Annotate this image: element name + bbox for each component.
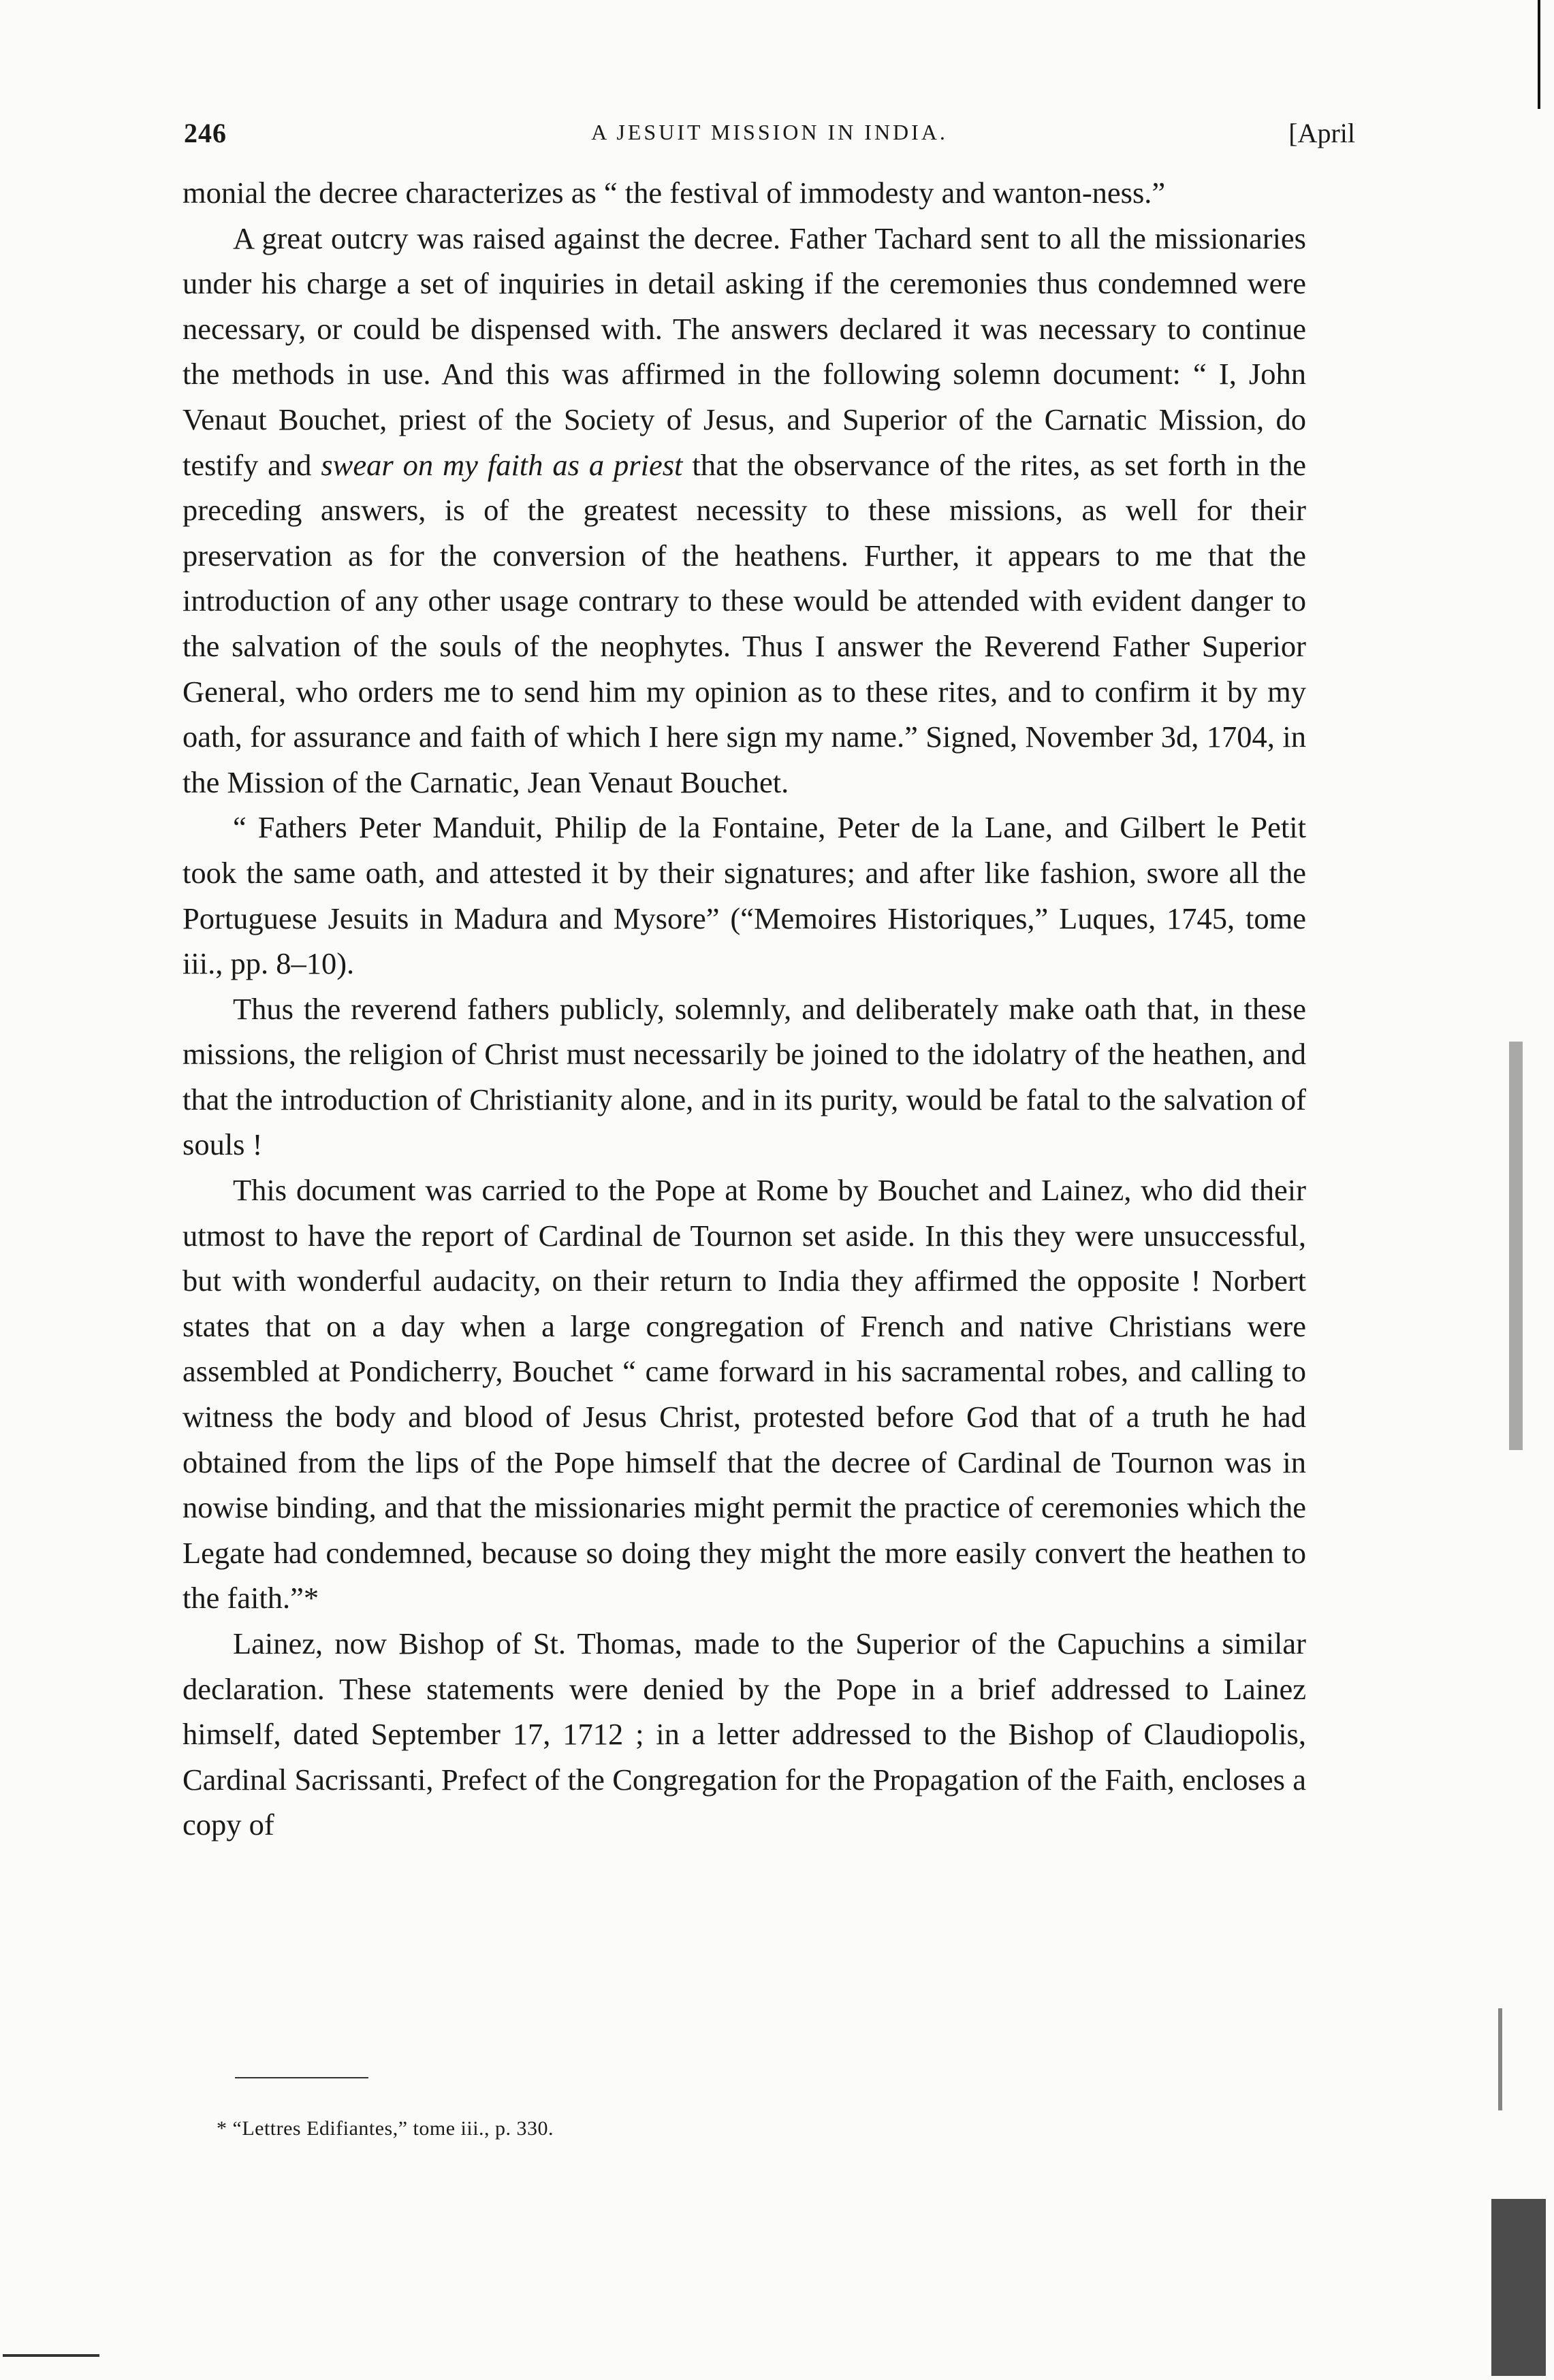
paragraph [183,170,1306,216]
text-run: Thus the reverend fathers publicly, solemnly, and deliberately make oath that, in these missions, the religion of Christ must necessarily be joined to the idolatry of the heathen, and that the introduction of Christianity alone, and in its purity, would be fatal to the salvation of souls ! [183,991,1306,1162]
italic-text: swear on my faith as a priest [321,447,683,482]
text-run: This document was carried to the Pope at Rome by Bouchet and Lainez, who did their utmost to have the report of Cardinal de Tournon set aside. In this they were unsuccessful, but with wonderful audacity, on their return to India they affirmed the opposite ! Norbert states that on a day when a large congregation of French and native Christians were assembled at Pondicherry, Bouchet “ came forward in his sacramental robes, and calling to witness the body and blood of Jesus Christ, protested before God that of a truth he had obtained from the lips of the Pope himself that the decree of Cardinal de Tournon was in nowise binding, and that the missionaries might permit the practice of ceremonies which the Legate had condemned, because so doing they might the more easily convert the heathen to the faith.”* [183,1173,1306,1615]
footnote-rule [235,2077,368,2078]
page-header [184,117,1355,158]
text-run: A great outcry was raised against the decree. Father Tachard sent to all the missionaries under his charge a set of inquiries in detail asking if the ceremonies thus condemned were necessary, or could be dispensed with. The answers declared it was necessary to continue the methods in use. And this was affirmed in the following solemn document: “ I, John Venaut Bouchet, priest of the Society of Jesus, and Superior of the Carnatic Mission, do testify and [183,221,1306,482]
scan-mark [1509,1042,1523,1450]
paragraph [183,1621,1306,1848]
paragraph [183,1168,1306,1621]
running-month: [April [1288,118,1355,148]
text-run: monial the decree characterizes as “ the festival of immodesty and wanton-ness.” [183,176,1166,210]
body-text [183,170,1306,1848]
scan-mark [1498,2008,1502,2110]
footnote: * “Lettres Edifiantes,” tome iii., p. 330. [217,2117,554,2140]
running-title: A JESUIT MISSION IN INDIA. [591,120,948,144]
text-run: that the observance of the rites, as set forth in the preceding answers, is of the greatest necessity to these missions, as well for their preservation as for the conversion of the heathens. Further, it appears to me that the introduction of any other usage contrary to these would be attended with evident danger to the salvation of the souls of the neophytes. Thus I answer the Reverend Father Superior General, who orders me to send him my opinion as to these rites, and to confirm it by my oath, for assurance and faith of which I here sign my name.” Signed, November 3d, 1704, in the Mission of the Carnatic, Jean Venaut Bouchet. [183,447,1307,799]
paragraph [183,986,1306,1168]
bottom-rule [3,2354,99,2357]
text-run: Lainez, now Bishop of St. Thomas, made to the Superior of the Capuchins a similar declaration. These statements were denied by the Pope in a brief addressed to Lainez himself, dated September 17, 1712 ; in a letter addressed to the Bishop of Claudiopolis, Cardinal Sacrissanti, Prefect of the Congregation for the Propagation of the Faith, encloses a copy of [183,1626,1306,1842]
paragraph [183,216,1306,805]
scan-mark [1538,0,1540,109]
text-run: “ Fathers Peter Manduit, Philip de la Fontaine, Peter de la Lane, and Gilbert le Petit took the same oath, and attested it by their signatures; and after like fashion, swore all the Portuguese Jesuits in Madura and Mysore” (“Memoires Historiques,” Luques, 1745, tome iii., pp. 8–10). [183,810,1306,981]
page-number: 246 [184,118,227,148]
paragraph [183,805,1306,986]
scan-mark [1491,2199,1546,2376]
